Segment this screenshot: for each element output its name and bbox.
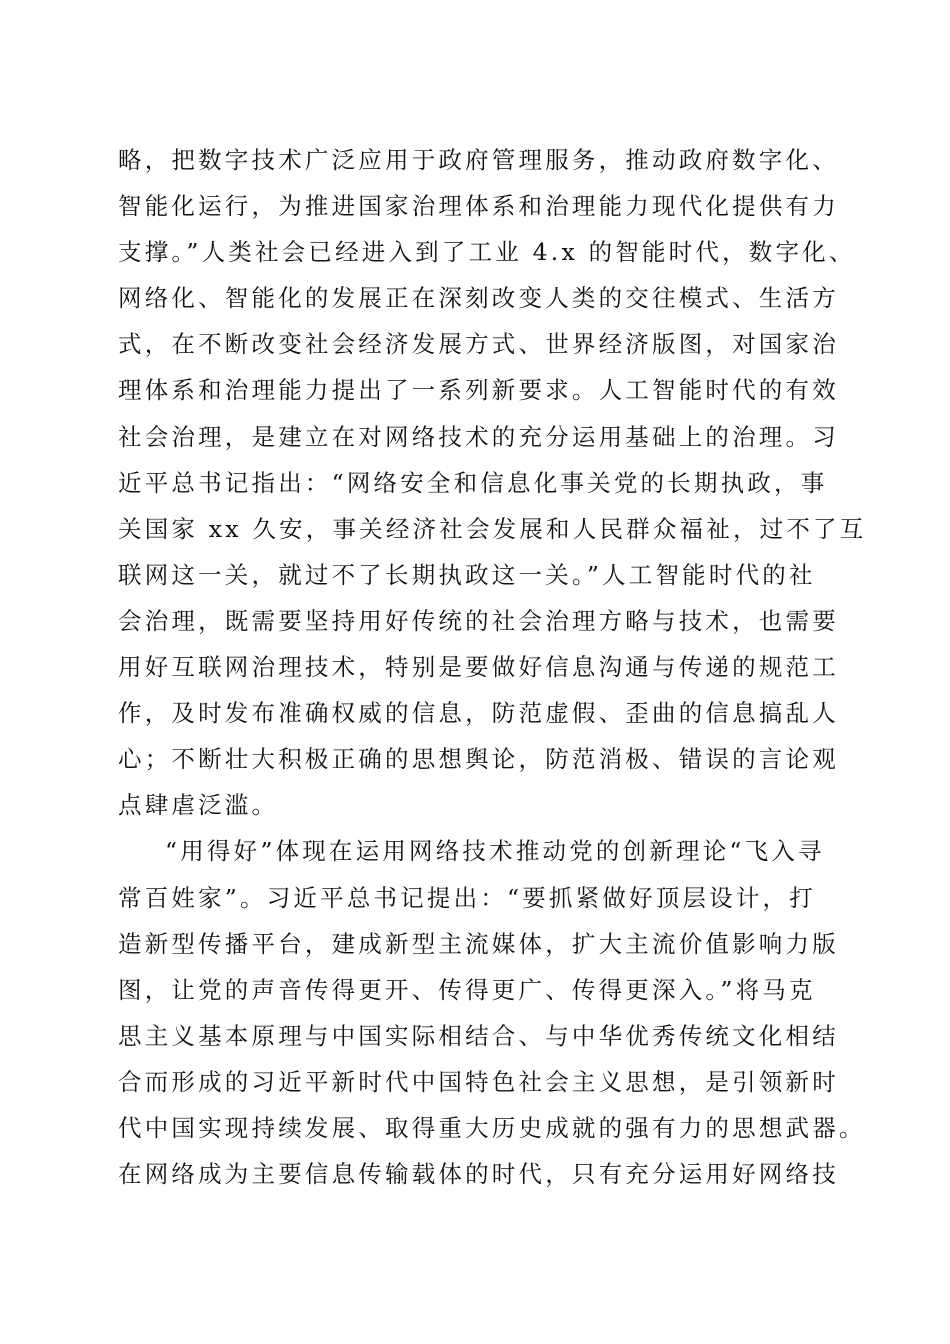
text-line: 支撑。”人类社会已经进入到了工业 4.x 的智能时代，数字化、 bbox=[118, 238, 856, 267]
text-line: 合而形成的习近平新时代中国特色社会主义思想，是引领新时 bbox=[118, 1067, 839, 1096]
text-line: 社会治理，是建立在对网络技术的充分运用基础上的治理。习 bbox=[118, 422, 839, 451]
text-line: 智能化运行，为推进国家治理体系和治理能力现代化提供有力 bbox=[118, 192, 839, 221]
text-line: 代中国实现持续发展、取得重大历史成就的强有力的思想武器。 bbox=[118, 1113, 866, 1142]
text-line: 会治理，既需要坚持用好传统的社会治理方略与技术，也需要 bbox=[118, 606, 839, 635]
text-line: 略，把数字技术广泛应用于政府管理服务，推动政府数字化、 bbox=[118, 146, 839, 174]
text-line: 心；不断壮大积极正确的思想舆论，防范消极、错误的言论观 bbox=[118, 745, 839, 774]
text-line: 点肆虐泛滥。 bbox=[118, 791, 279, 820]
text-line: 造新型传播平台，建成新型主流媒体，扩大主流价值影响力版 bbox=[118, 929, 839, 958]
text-line: 关国家 xx 久安，事关经济社会发展和人民群众福祉，过不了互 bbox=[118, 514, 867, 543]
text-line: 网络化、智能化的发展正在深刻改变人类的交往模式、生活方 bbox=[118, 284, 839, 313]
text-line: 联网这一关，就过不了长期执政这一关。”人工智能时代的社 bbox=[118, 560, 816, 589]
text-line: “用得好”体现在运用网络技术推动党的创新理论“飞入寻 bbox=[165, 837, 825, 866]
text-line: 在网络成为主要信息传输载体的时代，只有充分运用好网络技 bbox=[118, 1160, 839, 1189]
text-line: 理体系和治理能力提出了一系列新要求。人工智能时代的有效 bbox=[118, 376, 839, 405]
text-line: 思主义基本原理与中国实际相结合、与中华优秀传统文化相结 bbox=[118, 1021, 839, 1050]
body-text bbox=[118, 137, 867, 1197]
text-line: 近平总书记指出：“网络安全和信息化事关党的长期执政，事 bbox=[118, 468, 828, 497]
paragraph-2 bbox=[118, 828, 866, 1197]
text-line: 式，在不断改变社会经济发展方式、世界经济版图，对国家治 bbox=[118, 330, 839, 359]
paragraph-1 bbox=[118, 137, 867, 828]
text-line: 作，及时发布准确权威的信息，防范虚假、歪曲的信息搞乱人 bbox=[118, 699, 839, 728]
text-line: 图，让党的声音传得更开、传得更广、传得更深入。”将马克 bbox=[118, 975, 816, 1004]
text-line: 常百姓家”。习近平总书记提出：“要抓紧做好顶层设计，打 bbox=[118, 883, 816, 912]
text-line: 用好互联网治理技术，特别是要做好信息沟通与传递的规范工 bbox=[118, 653, 839, 682]
